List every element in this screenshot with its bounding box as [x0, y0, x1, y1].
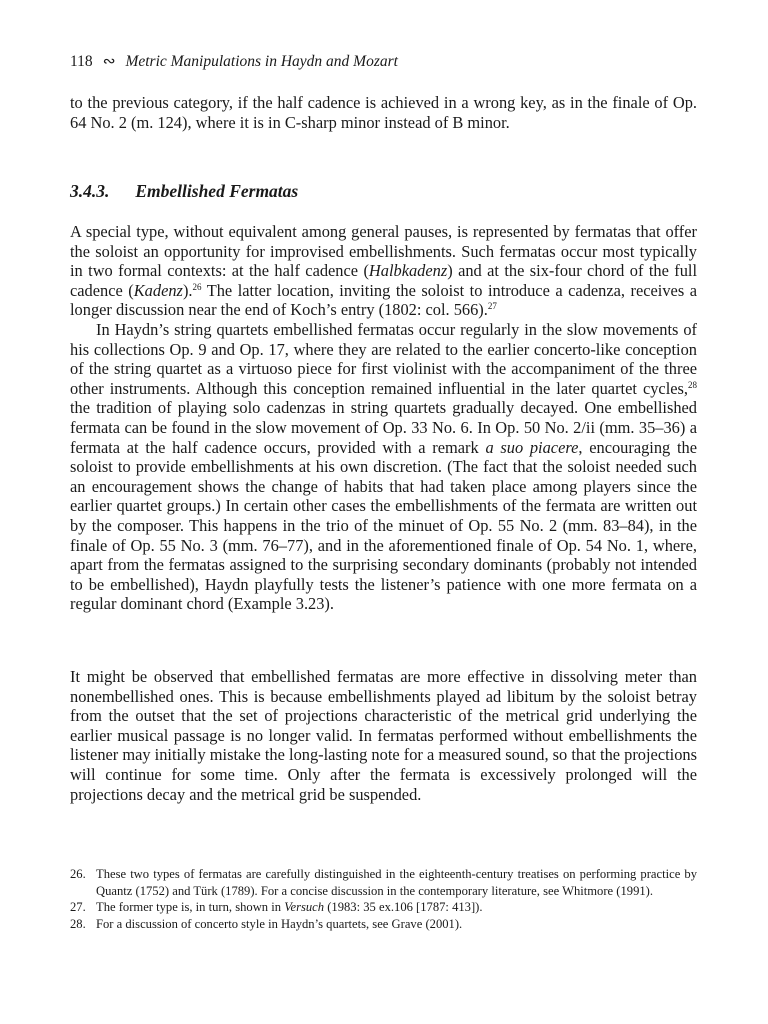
footnote-ref-27[interactable]: 27: [487, 301, 497, 312]
footnote-27: [70, 899, 697, 916]
footnote-text: These two types of fermatas are carefully distinguished in the eighteenth-century treatises on performing practice by Quantz (1752) and Türk (1789). For a concise discussion in the contemporary literature, see Whitmore (1991).: [96, 867, 697, 898]
separator-glyph: ∾: [102, 53, 116, 70]
body-text: [70, 222, 697, 614]
section-heading: [70, 181, 298, 202]
term-kadenz: Kadenz: [133, 280, 183, 300]
section-number: 3.4.3.: [70, 181, 110, 201]
footnote-26: [70, 866, 697, 899]
footnote-number: 27.: [70, 900, 86, 915]
footnotes: [70, 866, 697, 932]
running-head: [70, 52, 398, 71]
footnote-text: For a discussion of concerto style in Haydn’s quartets, see Grave (2001).: [96, 916, 463, 931]
footnote-number: 28.: [70, 916, 86, 931]
page-number: 118: [70, 53, 93, 70]
footnote-ref-26[interactable]: 26: [192, 281, 202, 292]
paragraph-2: In Haydn’s string quartets embellished fermatas occur regularly in the slow movements of his collections Op. 9 and Op. 17, where they are related to the earlier concerto-like conception of the string quartet as a virtuoso piece for first violinist with the accompaniment of the three other instruments. Although this conception remained influential in the later quartet cycles,$^{28}$ the tradition of playing solo cadenzas in string quartets gradually decayed. One embellished fermata can be found in the slow movement of Op. 33 No. 6. In Op. 50 No. 2/ii (mm. 35–36) a fermata at the half cadence occurs, provided with a remark a suo piacere, encouraging the soloist to provide embellishments at his own discretion. (The fact that the soloist needed such an encouragement shows the change of habits that had taken place among players since the earlier quartet groups.) In certain other cases the embellishments of the fermata are written out by the composer. This happens in the trio of the minuet of Op. 55 No. 2 (mm. 83–84), in the finale of Op. 55 No. 3 (mm. 76–77), and in the aforementioned finale of Op. 54 No. 1, where, apart from the fermatas assigned to the surprising secondary dominants (probably not intended to be embellished), Haydn playfully tests the listener’s patience with one more fermata on a regular dominant chord (Example 3.23).: [70, 319, 697, 614]
paragraph-3-block: [70, 667, 697, 804]
footnote-ref-28[interactable]: 28: [688, 379, 697, 390]
section-title: Embellished Fermatas: [135, 181, 299, 201]
running-title: Metric Manipulations in Haydn and Mozart: [125, 53, 398, 70]
continuation-paragraph: [70, 93, 697, 132]
continuation-text: to the previous category, if the half cadence is achieved in a wrong key, as in the finale of Op. 64 No. 2 (m. 124), where it is in C-sharp minor instead of B minor.: [70, 93, 697, 132]
paragraph-3: It might be observed that embellished fermatas are more effective in dissolving meter than nonembellished ones. This is because embellishments played ad libitum by the soloist betray from the outset that the set of projections characteristic of the metrical grid underlying the earlier musical passage is no longer valid. In fermatas performed without embellishments the listener may initially mistake the long-lasting note for a measured sound, so that the projections will continue for some time. Only after the fermata is excessively prolonged will the projections decay and the metrical grid be suspended.: [70, 667, 697, 804]
term-halbkadenz: Halbkadenz: [368, 261, 448, 281]
footnote-text: The former type is, in turn, shown in Versuch (1983: 35 ex.106 [1787: 413]).: [96, 900, 483, 915]
term-a-suo-piacere: a suo piacere: [485, 437, 579, 457]
footnote-number: 26.: [70, 867, 86, 881]
footnote-28: [70, 916, 697, 933]
paragraph-1: A special type, without equivalent among general pauses, is represented by fermatas that offer the soloist an opportunity for improvised embellishments. Such fermatas occur most typically in two formal contexts: at the half cadence (Halbkadenz) and at the six-four chord of the full cadence (Kadenz).$^{26}$ The latter location, inviting the soloist to introduce a cadenza, receives a longer discussion near the end of Koch’s entry (1802: col. 566).$^{27}$: [70, 222, 698, 320]
